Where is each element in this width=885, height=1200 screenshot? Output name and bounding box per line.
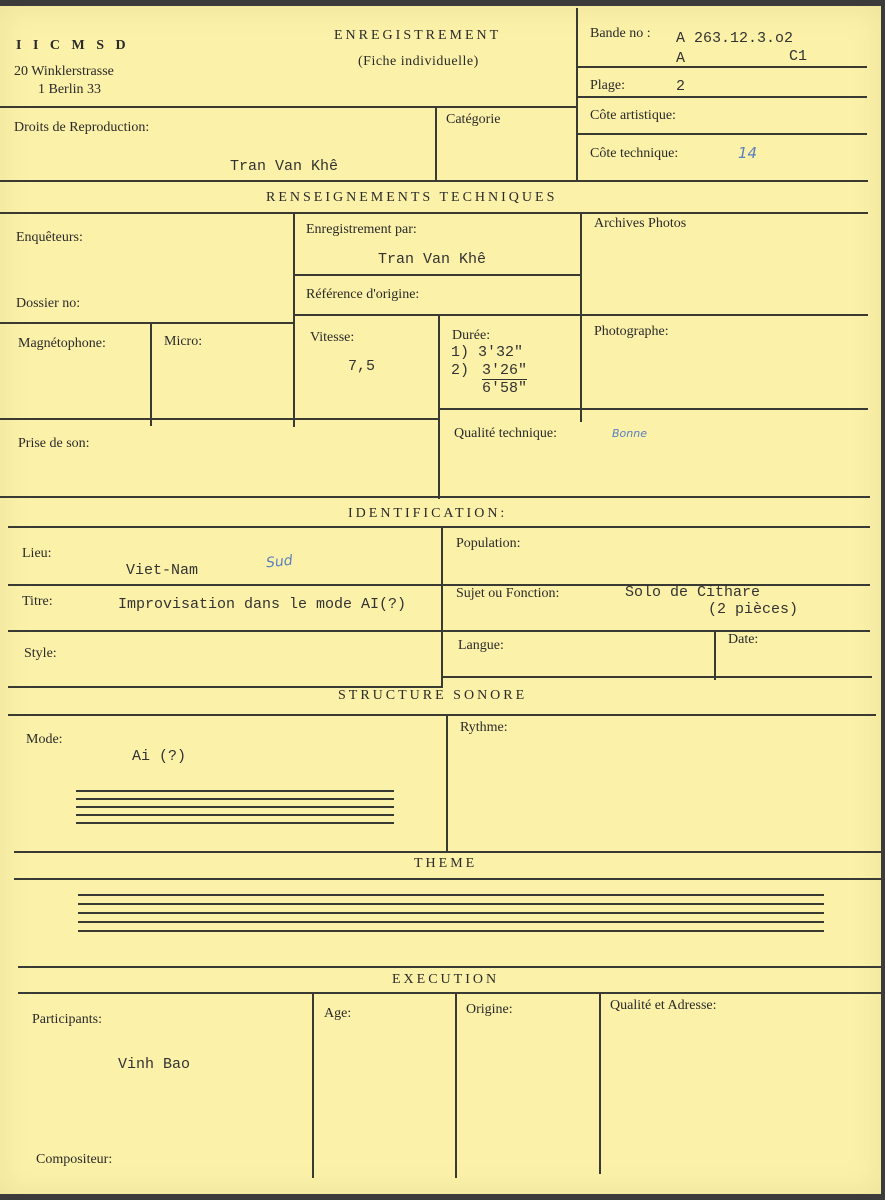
origine-label: Origine: [466,1002,513,1017]
staff-line [78,921,824,923]
section-title-structure: STRUCTURE SONORE [338,688,528,703]
divider [0,180,868,182]
divider [0,322,293,324]
archives-label: Archives Photos [594,216,687,231]
sujet-value: Solo de Cithare [625,584,761,601]
divider [441,526,443,688]
card-title: ENREGISTREMENT [334,28,502,43]
divider [8,714,876,716]
age-label: Age: [324,1006,352,1021]
titre-label: Titre: [22,594,53,609]
divider [312,992,314,1178]
divider [455,992,457,1178]
divider [293,274,580,276]
staff-line [78,903,824,905]
staff-line [76,822,394,824]
divider [580,212,582,422]
enregistrement-par-value: Tran Van Khê [378,251,487,268]
divider [0,106,577,108]
institute-street: 20 Winklerstrasse [14,64,114,79]
bande-value: A 263.12.3.o2 [676,30,794,47]
magnetophone-label: Magnétophone: [18,336,106,351]
langue-label: Langue: [458,638,504,653]
divider [18,966,881,968]
duree-2-prefix: 2) [451,362,470,379]
divider [576,8,578,180]
staff-line [78,912,824,914]
staff-line [76,814,394,816]
divider [0,418,438,420]
compositeur-label: Compositeur: [36,1152,113,1167]
photographe-label: Photographe: [594,324,669,339]
rythme-label: Rythme: [460,720,508,735]
section-title-techniques: RENSEIGNEMENTS TECHNIQUES [266,190,558,205]
mode-label: Mode: [26,732,63,747]
divider [438,314,440,499]
divider [150,322,152,426]
divider [18,992,881,994]
reference-label: Référence d'origine: [306,287,420,302]
divider [0,496,870,498]
divider [577,133,867,135]
bande-label: Bande no : [590,26,651,41]
micro-label: Micro: [164,334,203,349]
staff-line [78,930,824,932]
droits-value: Tran Van Khê [230,158,339,175]
institute-name: I I C M S D [16,38,130,53]
divider [599,992,601,1174]
staff-line [78,894,824,896]
divider [441,676,872,678]
card-subtitle: (Fiche individuelle) [358,54,479,69]
cote-technique-value: 14 [738,144,758,162]
bande-a: A [676,50,686,67]
vitesse-value: 7,5 [348,358,376,375]
divider [14,851,882,853]
section-title-execution: EXECUTION [392,972,500,987]
divider [438,408,868,410]
vitesse-label: Vitesse: [310,330,355,345]
institute-city: 1 Berlin 33 [38,82,101,97]
staff-line [76,790,394,792]
bande-c: C1 [789,48,808,65]
sujet-value-2: (2 pièces) [708,601,799,618]
divider [14,878,882,880]
plage-value: 2 [676,78,686,95]
sujet-label: Sujet ou Fonction: [456,586,560,601]
divider [8,526,870,528]
mode-value: Ai (?) [132,748,187,765]
plage-label: Plage: [590,78,625,93]
staff-line [76,798,394,800]
divider [293,314,868,316]
droits-label: Droits de Reproduction: [14,120,150,135]
divider [435,106,437,180]
divider [714,630,716,680]
section-title-theme: THEME [414,856,478,871]
divider [293,212,295,427]
lieu-label: Lieu: [22,546,52,561]
duree-1: 1) 3'32" [451,344,524,361]
duree-2: 3'26" [482,362,528,379]
enqueteurs-label: Enquêteurs: [16,230,83,245]
categorie-label: Catégorie [446,112,501,127]
record-card [0,6,881,1194]
duree-label: Durée: [452,328,491,343]
style-label: Style: [24,646,57,661]
prise-label: Prise de son: [18,436,90,451]
titre-value: Improvisation dans le mode AI(?) [118,596,407,613]
divider [446,714,448,852]
divider [577,66,867,68]
cote-artistique-label: Côte artistique: [590,108,676,123]
divider [0,212,868,214]
duree-total: 6'58" [482,380,528,397]
staff-line [76,806,394,808]
date-label: Date: [728,632,759,647]
lieu-handwritten: Sud [265,552,294,572]
participants-value: Vinh Bao [118,1056,191,1073]
population-label: Population: [456,536,521,551]
qualite-technique-value: Bonne [612,427,647,440]
section-title-identification: IDENTIFICATION: [348,506,508,521]
participants-label: Participants: [32,1012,102,1027]
lieu-value: Viet-Nam [126,562,199,579]
dossier-label: Dossier no: [16,296,81,311]
cote-technique-label: Côte technique: [590,146,679,161]
enregistrement-par-label: Enregistrement par: [306,222,417,237]
qualite-adresse-label: Qualité et Adresse: [610,998,717,1013]
qualite-technique-label: Qualité technique: [454,426,558,441]
divider [577,96,867,98]
